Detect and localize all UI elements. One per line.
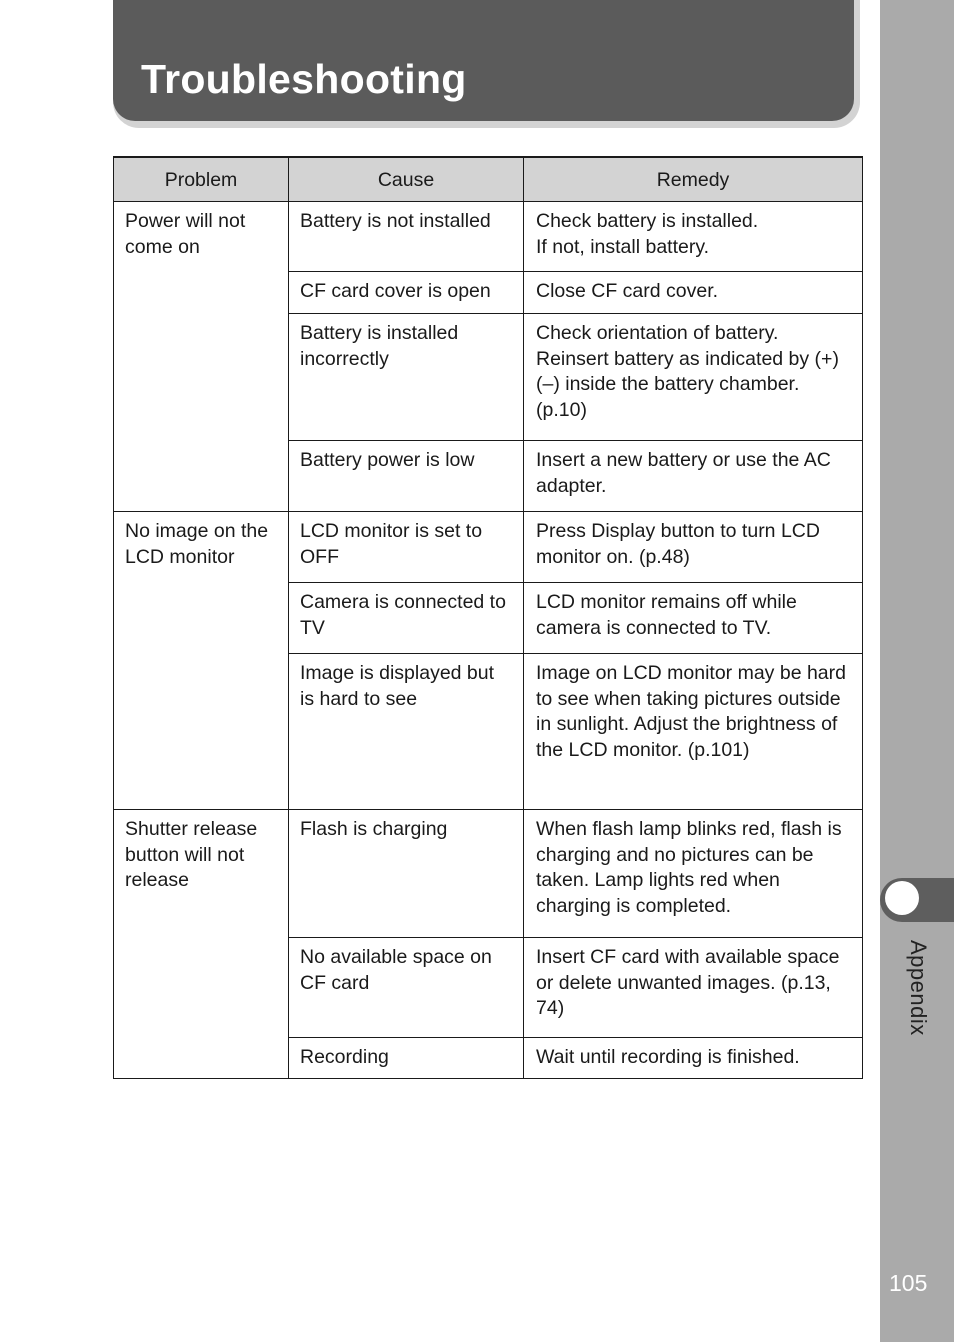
cause-cell: Image is displayed but is hard to see bbox=[289, 654, 524, 810]
cause-cell: No available space on CF card bbox=[289, 938, 524, 1038]
problem-cell: Power will not come on bbox=[114, 202, 289, 512]
table-header-row bbox=[114, 157, 863, 202]
cause-cell: Camera is connected to TV bbox=[289, 583, 524, 654]
page-number: 105 bbox=[889, 1270, 928, 1296]
cause-cell: Battery is installed incorrectly bbox=[289, 314, 524, 441]
header-remedy: Remedy bbox=[524, 157, 863, 202]
section-tab-circle-icon bbox=[885, 881, 919, 915]
remedy-cell bbox=[524, 202, 863, 272]
section-label: Appendix bbox=[906, 940, 931, 1036]
problem-cell: No image on the LCD monitor bbox=[114, 512, 289, 810]
remedy-cell: When flash lamp blinks red, flash is charging and no pictures can be taken. Lamp lights red when charging is completed. bbox=[524, 810, 863, 938]
remedy-cell: Wait until recording is finished. bbox=[524, 1038, 863, 1079]
cause-cell: Recording bbox=[289, 1038, 524, 1079]
title-banner bbox=[113, 0, 860, 128]
remedy-line: If not, install battery. bbox=[536, 235, 710, 258]
cause-cell: Battery is not installed bbox=[289, 202, 524, 272]
remedy-cell: Press Display button to turn LCD monitor on. (p.48) bbox=[524, 512, 863, 583]
cause-cell: CF card cover is open bbox=[289, 272, 524, 314]
table-row bbox=[114, 202, 863, 272]
remedy-line: Check battery is installed. bbox=[536, 210, 759, 232]
cause-cell: Battery power is low bbox=[289, 441, 524, 512]
page-title: Troubleshooting bbox=[141, 56, 467, 102]
cause-cell: Flash is charging bbox=[289, 810, 524, 938]
remedy-cell: Image on LCD monitor may be hard to see when taking pictures outside in sunlight. Adjust the brightness of the LCD monitor. (p.101) bbox=[524, 654, 863, 810]
problem-cell: Shutter release button will not release bbox=[114, 810, 289, 1079]
remedy-cell: Check orientation of battery. Reinsert battery as indicated by (+) (–) inside the battery chamber. (p.10) bbox=[524, 314, 863, 441]
table-row bbox=[114, 810, 863, 938]
sidebar bbox=[880, 0, 954, 1342]
remedy-cell: Insert CF card with available space or delete unwanted images. (p.13, 74) bbox=[524, 938, 863, 1038]
cause-cell: LCD monitor is set to OFF bbox=[289, 512, 524, 583]
table-row bbox=[114, 512, 863, 583]
remedy-cell: LCD monitor remains off while camera is connected to TV. bbox=[524, 583, 863, 654]
remedy-cell: Close CF card cover. bbox=[524, 272, 863, 314]
troubleshooting-table bbox=[113, 156, 863, 1079]
title-banner-inner bbox=[113, 0, 854, 121]
remedy-cell: Insert a new battery or use the AC adapter. bbox=[524, 441, 863, 512]
header-problem: Problem bbox=[114, 157, 289, 202]
header-cause: Cause bbox=[289, 157, 524, 202]
